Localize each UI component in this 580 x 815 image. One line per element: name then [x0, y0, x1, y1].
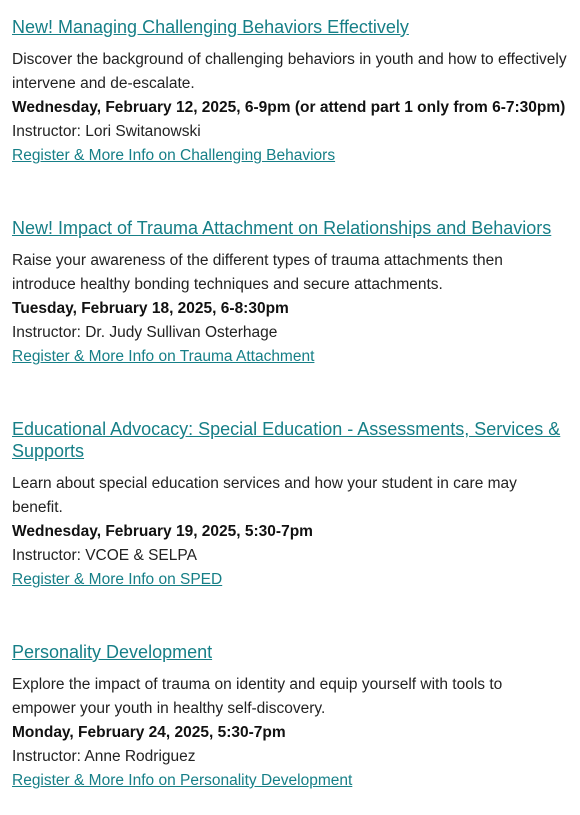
event-description: Explore the impact of trauma on identity and equip yourself with tools to empower your youth in healthy self-discovery. — [12, 676, 503, 717]
event-item-personality-development — [12, 641, 568, 793]
register-link[interactable]: Register & More Info on Challenging Behaviors — [12, 147, 336, 164]
event-description: Raise your awareness of the different types of trauma attachments then introduce healthy bonding techniques and secure attachments. — [12, 252, 503, 293]
event-instructor: Instructor: Anne Rodriguez — [12, 748, 196, 765]
event-title-link[interactable]: New! Impact of Trauma Attachment on Relationships and Behaviors — [12, 218, 552, 238]
event-date: Wednesday, February 19, 2025, 5:30-7pm — [12, 523, 313, 540]
event-title-link[interactable]: New! Managing Challenging Behaviors Effectively — [12, 17, 409, 37]
event-description: Discover the background of challenging behaviors in youth and how to effectively intervene and de-escalate. — [12, 51, 567, 92]
event-date: Tuesday, February 18, 2025, 6-8:30pm — [12, 300, 289, 317]
event-date: Wednesday, February 12, 2025, 6-9pm (or attend part 1 only from 6-7:30pm) — [12, 99, 566, 116]
register-link[interactable]: Register & More Info on Personality Development — [12, 772, 353, 789]
event-date: Monday, February 24, 2025, 5:30-7pm — [12, 724, 286, 741]
event-item-special-education — [12, 418, 568, 592]
event-item-challenging-behaviors — [12, 16, 568, 168]
event-description: Learn about special education services and how your student in care may benefit. — [12, 475, 517, 516]
event-instructor: Instructor: Lori Switanowski — [12, 123, 201, 140]
register-link[interactable]: Register & More Info on SPED — [12, 571, 223, 588]
register-link[interactable]: Register & More Info on Trauma Attachment — [12, 348, 315, 365]
event-instructor: Instructor: Dr. Judy Sullivan Osterhage — [12, 324, 278, 341]
event-title-link[interactable]: Personality Development — [12, 642, 213, 662]
event-title-link[interactable]: Educational Advocacy: Special Education - Assessments, Services & Supports — [12, 419, 561, 461]
event-instructor: Instructor: VCOE & SELPA — [12, 547, 197, 564]
event-item-trauma-attachment — [12, 217, 568, 369]
